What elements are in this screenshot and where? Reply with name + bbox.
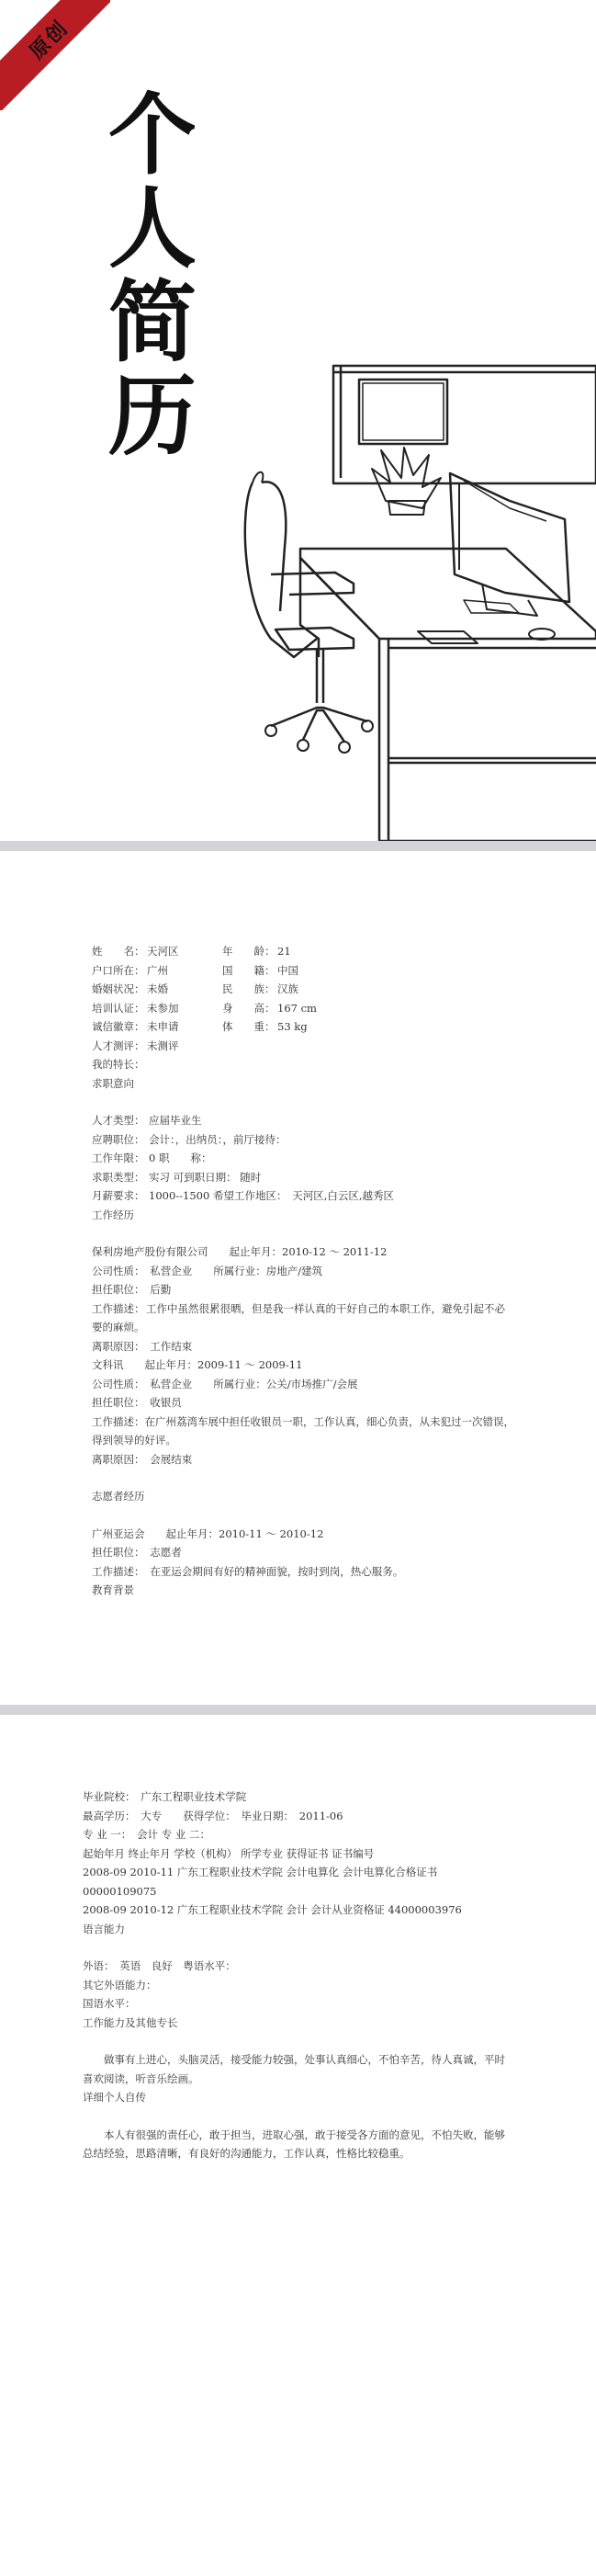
lang-other: 其它外语能力： [83,1978,157,1992]
desc-label: 工作描述： [92,1414,145,1428]
weight-label: 体 重： [222,1020,276,1033]
section-heading: 详细个人自传 [83,2091,146,2104]
edu-school: 毕业院校： 广东工程职业技术学院 [83,1790,247,1803]
talent-value: 应届毕业生 [149,1114,202,1127]
volunteer-title: 广州亚运会 起止年月：2010-11 ～ 2010-12 [92,1526,324,1540]
job-reason: 离职原因： 工作结束 [92,1339,193,1353]
job-company: 保利房地产股份有限公司 起止年月：2010-12 ～ 2011-12 [92,1245,388,1258]
credit-value: 未申请 [147,1020,179,1033]
years-label: 工作年限： [92,1152,145,1164]
name-value: 天河区 [147,945,179,958]
job-desc-cont: 要的麻烦。 [92,1321,145,1333]
title-char: 个 [108,84,197,187]
lang-mandarin: 国语水平： [83,1997,136,2010]
info-row [92,1149,505,1168]
education-section [83,1787,514,2163]
height-value: 167 cm [277,1001,317,1015]
corner-ribbon [0,0,110,110]
special-label: 我的特长： [92,1058,145,1071]
job-desc: 工作中虽然很累很晒，但是我一样认真的干好自己的本职工作，避免引起不必 [146,1301,505,1315]
desc-label: 工作描述： [92,1301,145,1315]
info-row [92,1055,505,1074]
info-row [92,1186,505,1206]
section-divider [0,841,596,851]
lang-foreign: 外语： 英语 良好 粤语水平： [83,1959,236,1972]
info-row [92,1130,505,1150]
section-heading: 工作能力及其他专长 [83,2015,178,2029]
basic-info-section [92,942,514,1600]
salary-value: 1000--1500 希望工作地区： 天河区,白云区,越秀区 [149,1189,395,1202]
info-row [92,1299,505,1319]
office-desk-illustration [234,363,596,845]
page-title [108,84,209,468]
title-char: 历 [108,365,197,468]
job-position: 担任职位： 收银员 [92,1396,182,1409]
edu-degree: 最高学历： 大专 获得学位： 毕业日期： 2011-06 [83,1809,343,1822]
volunteer-desc: 工作描述： 在亚运会期间有好的精神面貌，按时到岗，热心服务。 [92,1564,404,1578]
info-row [92,1168,505,1187]
edu-major: 专 业 一： 会计 专 业 二： [83,1828,211,1841]
salary-label: 月薪要求： [92,1189,145,1202]
job-desc-cont: 得到领导的好评。 [92,1434,176,1447]
test-value: 未测评 [147,1038,179,1052]
cert-row-cont: 00000109075 [83,1884,157,1898]
info-row [92,980,505,999]
section-heading: 语言能力 [83,1922,125,1935]
autobiography: 本人有很强的责任心，敢于担当，进取心强，敢于接受各方面的意见，不怕失败，能够总结经验，思路清晰，有良好的沟通能力，工作认真，性格比较稳重。 [83,2128,505,2160]
hukou-value: 广州 [147,963,168,977]
marital-label: 婚姻状况： [92,982,145,995]
test-label: 人才测评： [92,1038,145,1052]
cert-header: 起始年月 终止年月 学校（机构） 所学专业 获得证书 证书编号 [83,1846,375,1860]
job-desc: 在广州荔湾车展中担任收银员一职，工作认真，细心负责，从未犯过一次错误， [144,1414,514,1428]
height-label: 身 高： [222,1001,276,1015]
section-heading: 志愿者经历 [92,1490,145,1503]
section-heading: 教育背景 [92,1583,134,1596]
nation-value: 中国 [277,963,298,977]
training-value: 未参加 [147,1001,179,1015]
credit-label: 诚信徽章： [92,1020,145,1033]
info-row [92,1037,505,1056]
weight-value: 53 kg [277,1020,308,1033]
job-reason: 离职原因： 会展结束 [92,1452,193,1466]
apply-label: 应聘职位： [92,1132,145,1146]
job-company: 文科讯 起止年月：2009-11 ～ 2009-11 [92,1358,303,1371]
info-row [92,1413,514,1432]
info-row [92,1017,505,1037]
age-value: 21 [277,945,291,958]
type-label: 求职类型： [92,1170,145,1184]
ribbon-label: 原创 [25,16,73,64]
hukou-label: 户口所在： [92,963,145,977]
type-value: 实习 可到职日期： 随时 [149,1170,262,1184]
info-row [92,999,505,1018]
cert-row: 2008-09 2010-12 广东工程职业技术学院 会计 会计从业资格证 44000003976 [83,1903,462,1916]
section-divider [0,1705,596,1715]
years-value: 0 职 称： [149,1152,212,1164]
age-label: 年 龄： [222,945,276,958]
self-evaluation: 做事有上进心，头脑灵活，接受能力较强，处事认真细心，不怕辛苦，待人真诚，平时喜欢阅读，听音乐绘画。 [83,2053,505,2085]
section-heading: 求职意向 [92,1076,134,1090]
marital-value: 未婚 [147,982,168,995]
volunteer-position: 担任职位： 志愿者 [92,1546,182,1559]
nation-label: 国 籍： [222,963,276,977]
job-nature: 公司性质： 私营企业 所属行业：公关/市场推广/会展 [92,1377,358,1390]
apply-value: 会计：，出纳员：，前厅接待： [149,1132,287,1146]
title-char: 简 [108,271,197,374]
job-nature: 公司性质： 私营企业 所属行业：房地产/建筑 [92,1264,323,1277]
job-position: 担任职位： 后勤 [92,1283,172,1296]
ethnic-value: 汉族 [277,982,298,995]
title-char: 人 [108,177,197,280]
info-row [92,1111,505,1130]
section-heading: 工作经历 [92,1208,134,1221]
ethnic-label: 民 族： [222,982,276,995]
training-label: 培训认证： [92,1001,145,1015]
cert-row: 2008-09 2010-11 广东工程职业技术学院 会计电算化 会计电算化合格证书 [83,1866,438,1878]
info-row [92,942,505,961]
info-row [92,961,505,981]
name-label: 姓 名： [92,945,145,958]
talent-label: 人才类型： [92,1114,145,1127]
